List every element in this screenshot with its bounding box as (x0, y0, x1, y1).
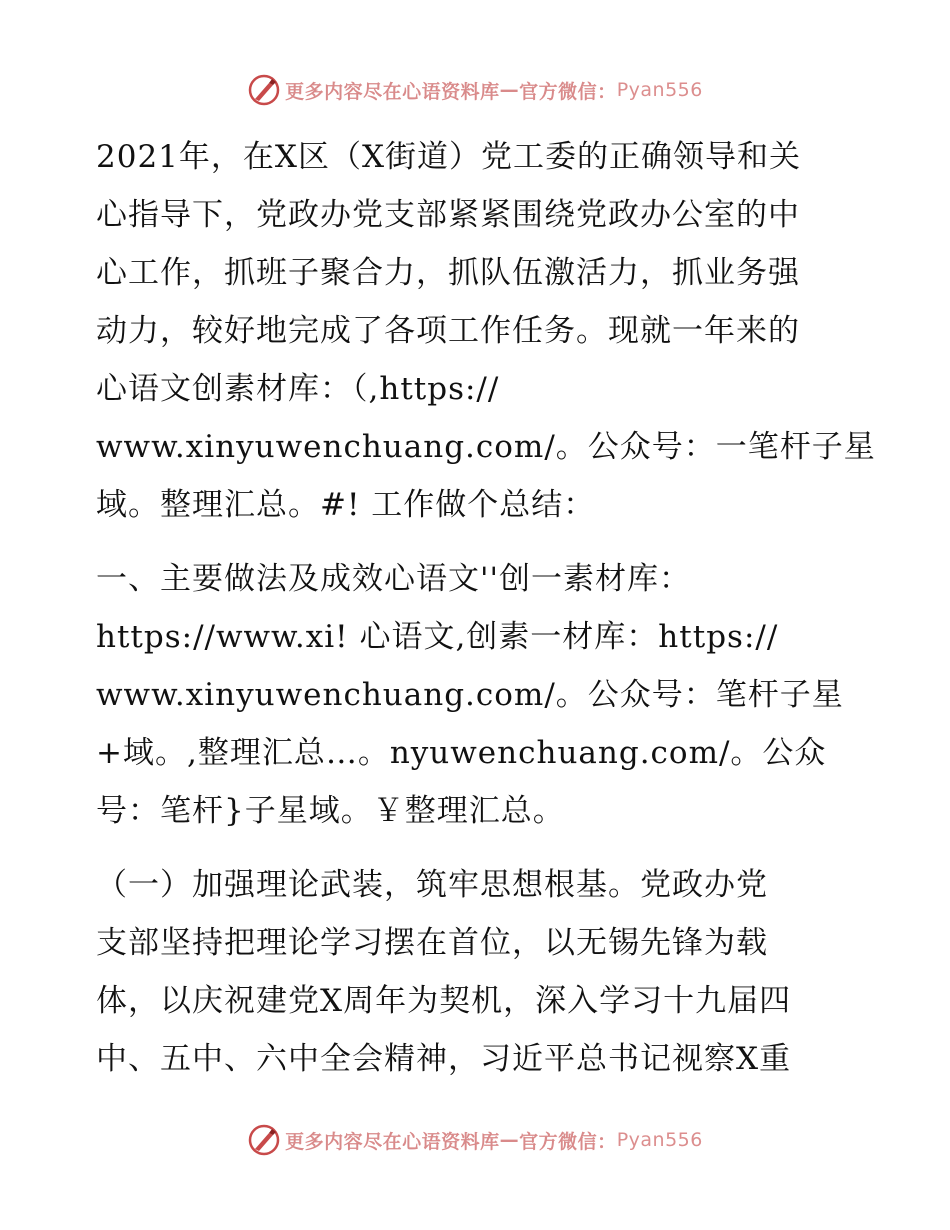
banner-wechat-label: 官方微信： (519, 80, 617, 103)
text-line: 中、五中、六中全会精神，习近平总书记视察X重 (96, 1041, 792, 1077)
pen-logo-icon (247, 1123, 281, 1157)
pen-logo-icon (247, 73, 281, 107)
text-line: 域。整理汇总。#! 工作做个总结： (96, 487, 596, 523)
text-line: 心指导下，党政办党支部紧紧围绕党政办公室的中 (96, 197, 800, 233)
banner-wechat-id: Pyan556 (616, 1129, 703, 1151)
document-body (96, 128, 876, 1088)
text-line: www.xinyuwenchuang.com/。公众号：一笔杆子星 (96, 429, 876, 465)
text-line: +域。,整理汇总…。nyuwenchuang.com/。公众 (96, 735, 827, 771)
banner-dash: — (499, 79, 520, 101)
footer-watermark-banner (0, 1120, 950, 1160)
text-line: 支部坚持把理论学习摆在首位，以无锡先锋为载 (96, 925, 768, 961)
paragraph-intro (96, 128, 876, 534)
paragraph-subsection-one (96, 856, 866, 1088)
subsection-heading: （一）加强理论武装，筑牢思想根基。党政办党 (96, 867, 768, 903)
text-line: 心工作，抓班子聚合力，抓队伍激活力，抓业务强 (96, 255, 800, 291)
text-line: 体，以庆祝建党X周年为契机，深入学习十九届四 (96, 983, 792, 1019)
paragraph-section-one (96, 550, 866, 840)
banner-site-text: 更多内容尽在心语资料库 (285, 1130, 500, 1153)
text-line: https://www.xi! 心语文,创素一材库：https:// (96, 619, 779, 655)
banner-wechat-label: 官方微信： (519, 1130, 617, 1153)
section-heading: 一、主要做法及成效心语文''创一素材库： (96, 561, 692, 597)
text-line: 号：笔杆}子星域。￥整理汇总。 (96, 793, 565, 829)
text-line: www.xinyuwenchuang.com/。公众号：笔杆子星 (96, 677, 844, 713)
header-watermark-banner (0, 70, 950, 110)
banner-site-text: 更多内容尽在心语资料库 (285, 80, 500, 103)
banner-dash: — (499, 1129, 520, 1151)
text-line: 心语文创素材库：（,https:// (96, 371, 500, 407)
text-line: 2021年，在X区（X街道）党工委的正确领导和关 (96, 139, 802, 175)
banner-wechat-id: Pyan556 (616, 79, 703, 101)
text-line: 动力，较好地完成了各项工作任务。现就一年来的 (96, 313, 800, 349)
